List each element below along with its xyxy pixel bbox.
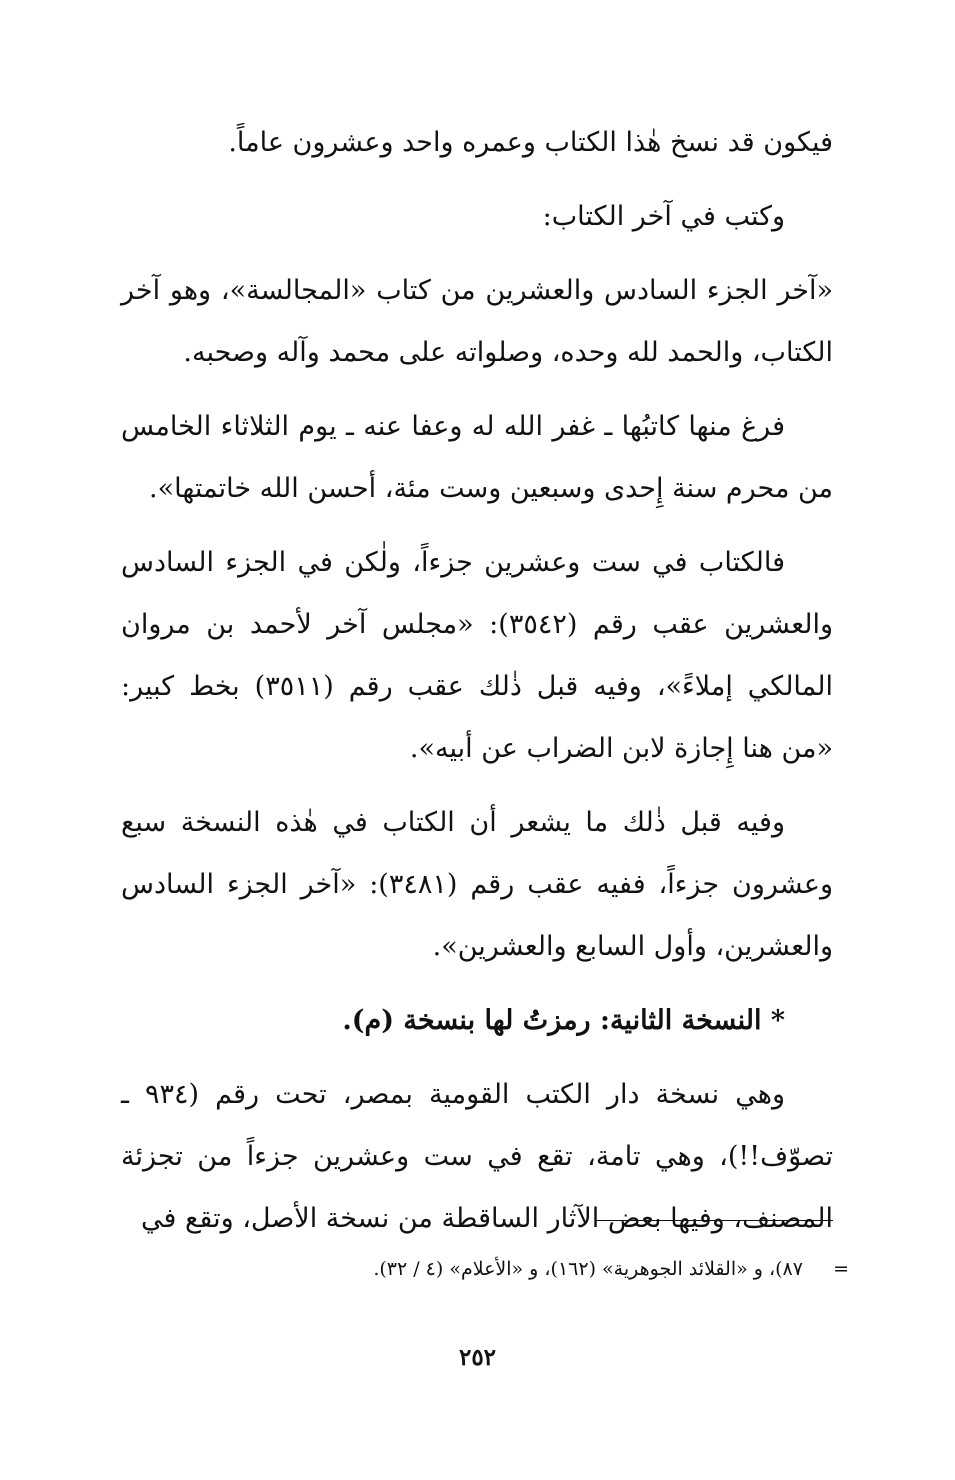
footnote-divider [595, 1220, 833, 1221]
paragraph-1: فيكون قد نسخ هٰذا الكتاب وعمره واحد وعشرون عاماً. [228, 127, 833, 158]
paragraph-4: فرغ منها كاتبُها ـ غفر الله له وعفا عنه ـ يوم الثلاثاء الخامس من محرم سنة إِحدى وسبعين وست مئة، أحسن الله خاتمتها». [121, 411, 833, 504]
paragraph-2: وكتب في آخر الكتاب: [542, 201, 785, 232]
paragraph-3: «آخر الجزء السادس والعشرين من كتاب «المجالسة»، وهو آخر الكتاب، والحمد لله وحده، وصلواته على محمد وآله وصحبه. [121, 275, 833, 368]
paragraph-5: فالكتاب في ست وعشرين جزءاً، ولٰكن في الجزء السادس والعشرين عقب رقم (٣٥٤٢): «مجلس آخر لأحمد بن مروان المالكي إملاءً»، وفيه قبل ذٰلك عقب رقم (٣٥١١) بخط كبير: «من هنا إِجازة لابن الضراب عن أبيه». [121, 547, 833, 764]
section-heading: * النسخة الثانية: رمزتُ لها بنسخة (م). [342, 1005, 785, 1036]
footnote [121, 1254, 849, 1284]
footnote-continuation-mark: = [833, 1258, 849, 1280]
main-text [121, 112, 833, 1262]
page-number: ٢٥٢ [458, 1344, 497, 1371]
paragraph-6: وفيه قبل ذٰلك ما يشعر أن الكتاب في هٰذه النسخة سبع وعشرون جزءاً، ففيه عقب رقم (٣٤٨١): «آخر الجزء السادس والعشرين، وأول السابع والعشرين». [121, 807, 833, 962]
footnote-text: ٨٧)، و «القلائد الجوهرية» (١٦٢)، و «الأعلام» (٤ / ٣٢). [373, 1258, 803, 1280]
paragraph-7: وهي نسخة دار الكتب القومية بمصر، تحت رقم (٩٣٤ ـ تصوّف!!)، وهي تامة، تقع في ست وعشرين جزءاً من تجزئة المصنف، وفيها بعض الآثار الساقطة من نسخة الأصل، وتقع في [121, 1079, 833, 1234]
